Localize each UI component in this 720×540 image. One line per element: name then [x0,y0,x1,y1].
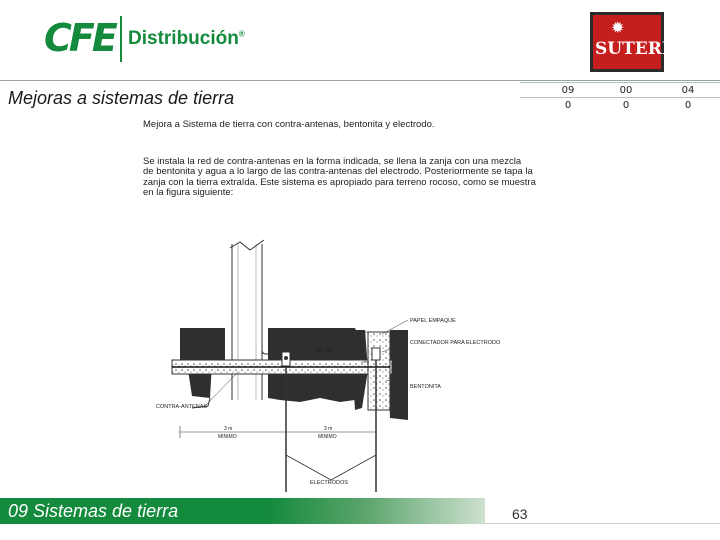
code-cell: 00 [619,85,633,96]
label-bentonita: BENTONITA [410,384,441,390]
paragraph-line: Se instala la red de contra-antenas en la forma indicada, se llena la zanja con una mezcla [143,155,522,167]
table-rule [520,82,720,83]
label-contra-antenas: CONTRA-ANTENAS [156,404,208,410]
paragraph-line: en la figura siguiente: [143,187,234,198]
document-code-table [520,82,720,114]
label-conector: CONECTADOR PARA ELECTRODO [410,340,501,346]
code-cell: 0 [684,100,692,111]
paragraph-line: zanja con la tierra extraída. Este sistema es apropiado para terreno rocoso, como se muestra [143,176,536,188]
dimension-3m [180,426,376,438]
code-cell: 0 [622,100,630,111]
footer-rule [485,523,720,524]
page-title: Mejoras a sistemas de tierra [8,88,235,108]
dim-2-value: 3 m [324,426,333,432]
section-heading: Mejora a Sistema de tierra con contra-antenas, bentonita y electrodo. [143,119,435,130]
code-cell: 0 [564,100,572,111]
code-cell: 04 [681,85,695,96]
label-papel-empaque: PAPEL EMPAQUE [410,318,456,324]
suterm-emblem-icon: ✹ [611,20,625,37]
cfe-logo-mark: CFE [44,16,115,60]
code-cell: 09 [561,85,575,96]
body-text [143,120,593,199]
cfe-logo-distribucion: Distribución [128,28,239,49]
suterm-logo-text: SUTERM [595,39,681,59]
logo-separator [120,16,122,62]
page-number: 63 [512,506,528,522]
paragraph-line: de bentonita y agua a lo largo de las contra-antenas del electrodo. Posteriormente se tapa la [143,166,533,177]
suterm-logo [590,12,681,72]
cfe-logo-text [128,28,245,50]
grounding-diagram [150,230,530,492]
registered-mark: ® [238,29,245,39]
dim-2-label: MINIMO [318,434,337,440]
header-divider [0,80,720,81]
dim-1-value: 3 m [224,426,233,432]
table-rule [520,97,720,98]
cfe-logo [44,12,244,68]
footer-section-title: 09 Sistemas de tierra [8,501,179,521]
dim-1-label: MINIMO [218,434,237,440]
label-45cm: 45 cm [316,348,333,354]
label-electrodos: ELECTRODOS [310,480,348,486]
